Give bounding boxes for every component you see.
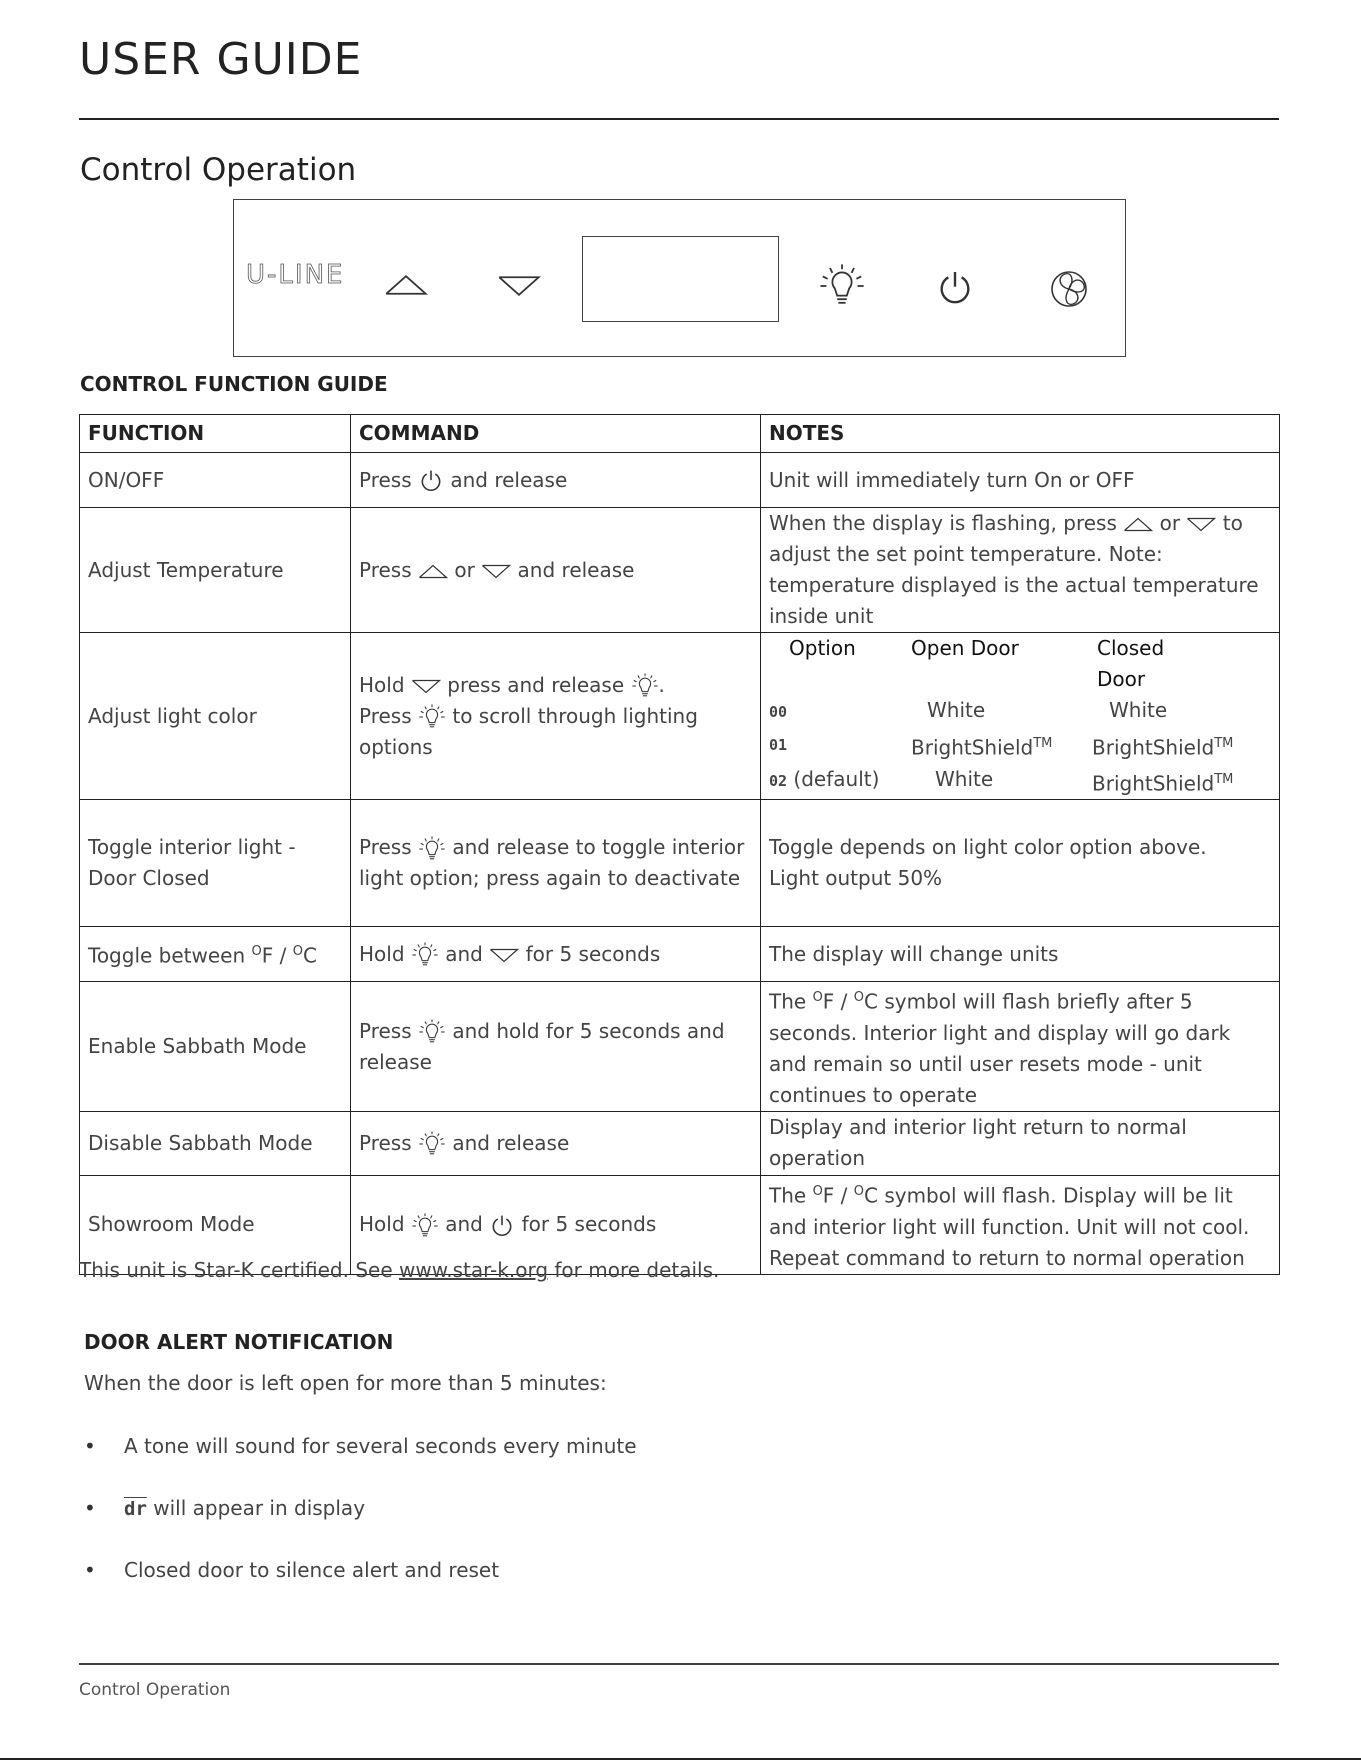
- star-k-link[interactable]: www.star-k.org: [399, 1258, 549, 1282]
- fan-icon: [1049, 269, 1089, 309]
- command-cell: [351, 982, 761, 1112]
- command-text: and hold for 5 seconds and release: [359, 1018, 725, 1074]
- closed-door-value: White: [1109, 698, 1168, 722]
- light-bulb-icon: [411, 941, 439, 969]
- notes-cell: The display will change units: [761, 927, 1280, 982]
- light-bulb-icon: [418, 703, 446, 731]
- command-cell: [351, 633, 761, 800]
- command-cell: [351, 508, 761, 633]
- notes-text: When the display is flashing, press: [769, 511, 1117, 535]
- table-header-row: [80, 415, 1280, 453]
- degree-symbol: O: [812, 990, 823, 1006]
- command-text: Press: [359, 467, 412, 492]
- open-door-value: White: [927, 698, 986, 722]
- open-door-value: White: [935, 766, 994, 791]
- table-row: [80, 508, 1280, 633]
- command-text: for 5 seconds: [525, 941, 661, 966]
- brightshield-text: BrightShield: [1092, 735, 1215, 760]
- degree-symbol: O: [812, 1183, 823, 1199]
- panel-display: [582, 236, 779, 322]
- star-k-note: [79, 1258, 719, 1282]
- control-function-table: [79, 414, 1280, 1275]
- command-text: to scroll through lighting options: [359, 703, 698, 759]
- command-text: press and release: [447, 672, 625, 697]
- closed-door-value: [1059, 728, 1234, 764]
- display-code: $\overline{dr}$: [124, 1498, 147, 1520]
- option-header: Option: [789, 636, 856, 660]
- table-row: [80, 800, 1280, 927]
- function-text: F /: [261, 944, 293, 969]
- light-options-grid: [769, 633, 1271, 799]
- notes-text: Light output 50%: [769, 866, 943, 891]
- power-icon: [418, 468, 444, 494]
- light-bulb-icon: [418, 1018, 446, 1046]
- command-text: Press: [359, 1130, 412, 1155]
- command-text: and: [445, 1212, 483, 1237]
- function-cell: Adjust Temperature: [80, 508, 351, 633]
- command-cell: [351, 800, 761, 927]
- brightshield-text: BrightShield: [1092, 771, 1215, 796]
- power-icon: [489, 1213, 515, 1239]
- command-text: Press: [359, 557, 412, 582]
- command-text: Hold: [359, 941, 405, 966]
- light-bulb-icon: [818, 262, 866, 310]
- open-door-value: [889, 728, 1059, 764]
- down-arrow-icon: [481, 564, 511, 579]
- notes-text: F /: [822, 1183, 854, 1208]
- down-arrow-icon: [497, 275, 541, 297]
- star-k-text: for more details.: [548, 1258, 720, 1282]
- function-text: Toggle between: [88, 944, 252, 969]
- option-01: [769, 728, 889, 764]
- function-cell: Showroom Mode: [80, 1175, 351, 1274]
- notes-cell: [761, 508, 1280, 633]
- command-text: Hold: [359, 1212, 405, 1237]
- open-door-header: Open Door: [911, 636, 1019, 660]
- notes-text: Toggle depends on light color option above.: [769, 835, 1207, 860]
- down-arrow-icon: [1186, 517, 1216, 532]
- down-arrow-icon: [411, 679, 441, 694]
- command-text: and release: [517, 557, 635, 582]
- notes-text: The: [769, 1183, 813, 1208]
- star-k-text: This unit is Star-K certified. See: [79, 1258, 399, 1282]
- function-cell: ON/OFF: [80, 453, 351, 508]
- notes-text: C symbol will flash. Display will be lit and interior light will function. Unit will not cool. Repeat command to return to normal operation: [769, 1183, 1250, 1270]
- command-cell: [351, 453, 761, 508]
- function-cell: Adjust light color: [80, 633, 351, 800]
- light-bulb-icon: [411, 1212, 439, 1240]
- trademark: TM: [1214, 736, 1234, 751]
- option-00: [769, 695, 889, 728]
- notes-cell: [761, 982, 1280, 1112]
- footer-label: Control Operation: [79, 1680, 231, 1700]
- degree-symbol: O: [292, 944, 303, 960]
- table-row: [80, 453, 1280, 508]
- degree-symbol: O: [251, 944, 262, 960]
- function-cell: Disable Sabbath Mode: [80, 1111, 351, 1175]
- function-cell: Toggle interior light - Door Closed: [80, 800, 351, 927]
- option-02: [769, 764, 889, 800]
- header-command: COMMAND: [351, 415, 761, 453]
- function-text: C: [302, 944, 317, 969]
- notes-text: F /: [822, 989, 854, 1014]
- brightshield-text: BrightShield: [911, 735, 1034, 760]
- page-bottom-edge: [0, 1758, 1361, 1760]
- segment-code: 01: [769, 736, 788, 754]
- notes-text: C symbol will flash briefly after 5 seconds. Interior light and display will go dark and remain so until user resets mode - unit continues to operate: [769, 989, 1231, 1107]
- up-arrow-icon: [418, 564, 448, 579]
- command-text: and release to toggle interior light option; press again to deactivate: [359, 835, 745, 891]
- command-text: Press: [359, 1018, 412, 1043]
- closed-door-value: [1059, 764, 1234, 800]
- section-title: Control Operation: [80, 152, 357, 188]
- segment-code: 02: [769, 771, 788, 790]
- header-function: FUNCTION: [80, 415, 351, 453]
- notes-cell: [761, 633, 1280, 800]
- command-text: Press: [359, 703, 412, 728]
- notes-text: to adjust the set point temperature. Note: temperature displayed is the actual temperature inside unit: [769, 511, 1259, 628]
- notes-text: The: [769, 989, 813, 1014]
- up-arrow-icon: [1123, 517, 1153, 532]
- down-arrow-icon: [489, 948, 519, 963]
- header-notes: NOTES: [761, 415, 1280, 453]
- list-item: • A tone will sound for several seconds every minute: [84, 1415, 637, 1477]
- command-text: and release: [452, 1130, 570, 1155]
- table-row: [80, 982, 1280, 1112]
- light-bulb-icon: [418, 1130, 446, 1158]
- door-alert-list: [84, 1415, 637, 1601]
- table-row: [80, 1111, 1280, 1175]
- door-alert-title: DOOR ALERT NOTIFICATION: [84, 1330, 394, 1354]
- command-text: or: [454, 557, 475, 582]
- trademark: TM: [1033, 736, 1053, 751]
- list-item: • Closed door to silence alert and reset: [84, 1539, 637, 1601]
- light-bulb-icon: [631, 672, 659, 700]
- command-text: for 5 seconds: [521, 1212, 657, 1237]
- light-bulb-icon: [418, 835, 446, 863]
- command-text: and: [445, 941, 483, 966]
- command-text: Hold: [359, 672, 405, 697]
- door-alert-intro: When the door is left open for more than 5 minutes:: [84, 1371, 607, 1395]
- degree-symbol: O: [853, 990, 864, 1006]
- notes-cell: Unit will immediately turn On or OFF: [761, 453, 1280, 508]
- control-function-guide-title: CONTROL FUNCTION GUIDE: [80, 372, 388, 396]
- command-cell: [351, 927, 761, 982]
- list-item: [84, 1477, 637, 1539]
- footer-divider: [79, 1663, 1279, 1665]
- command-text: Press: [359, 835, 412, 860]
- degree-symbol: O: [853, 1183, 864, 1199]
- command-text: .: [658, 672, 665, 697]
- command-cell: [351, 1111, 761, 1175]
- notes-cell: [761, 1175, 1280, 1274]
- notes-cell: [761, 800, 1280, 927]
- control-panel-diagram: [233, 199, 1126, 357]
- trademark: TM: [1214, 771, 1234, 787]
- function-cell: [80, 927, 351, 982]
- notes-text: or: [1159, 511, 1181, 535]
- power-icon: [935, 268, 975, 308]
- page-title: USER GUIDE: [79, 34, 363, 85]
- command-text: and release: [450, 467, 568, 492]
- option-label: (default): [787, 766, 880, 791]
- notes-cell: Display and interior light return to normal operation: [761, 1111, 1280, 1175]
- list-item-text: will appear in display: [146, 1496, 366, 1520]
- table-row: [80, 633, 1280, 800]
- function-cell: Enable Sabbath Mode: [80, 982, 351, 1112]
- up-arrow-icon: [384, 274, 428, 296]
- u-line-logo: U-LINE: [246, 260, 345, 290]
- segment-code: 00: [769, 703, 788, 721]
- header-divider: [79, 118, 1279, 120]
- closed-door-header: Closed Door: [1097, 636, 1165, 691]
- table-row: [80, 927, 1280, 982]
